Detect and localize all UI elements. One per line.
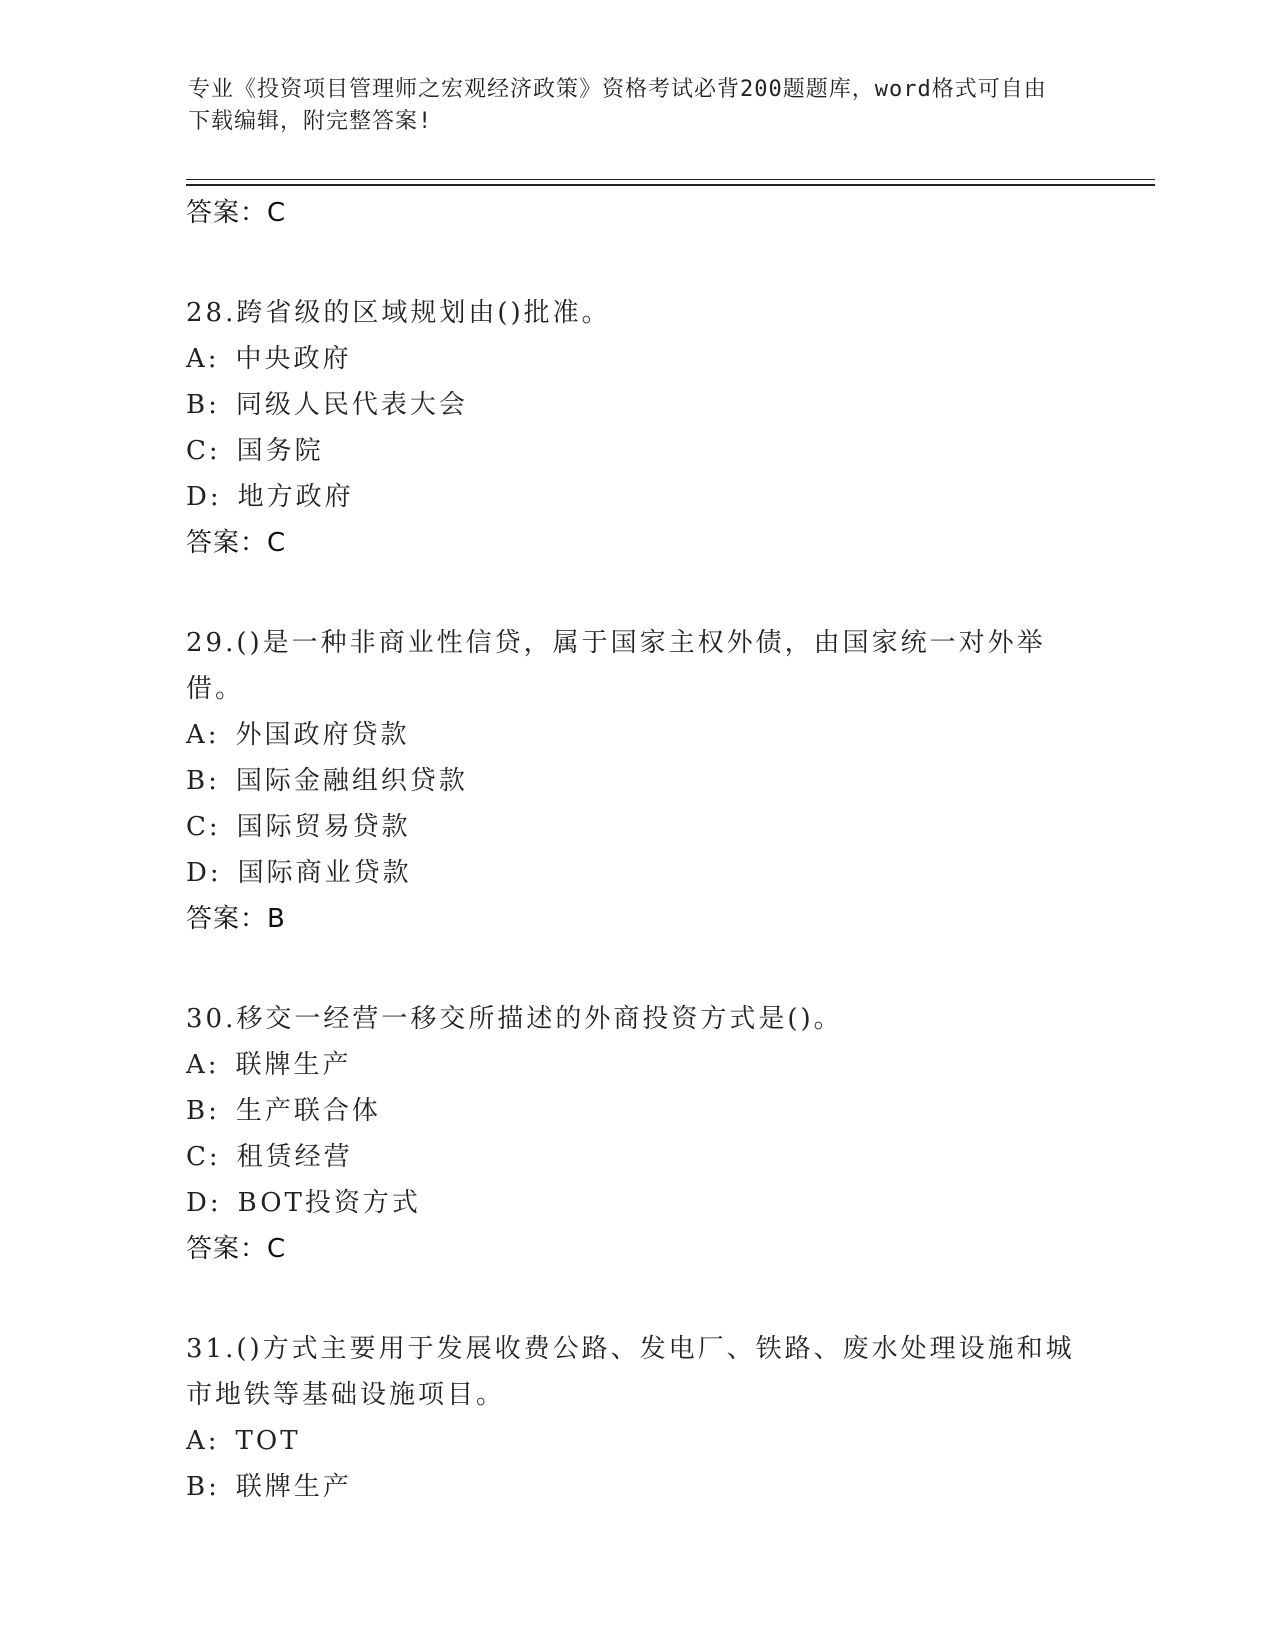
document-header: 专业《投资项目管理师之宏观经济政策》资格考试必背200题题库，word格式可自由下载编辑，附完整答案!: [188, 77, 1047, 134]
answer-option: [186, 336, 1086, 382]
option-text: BOT投资方式: [237, 1188, 421, 1218]
option-text: 国务院: [236, 436, 324, 466]
header-rule-thick: [186, 184, 1155, 186]
option-text: 外国政府贷款: [235, 720, 410, 750]
option-text: 国际商业贷款: [237, 858, 412, 888]
option-key: C:: [186, 1142, 221, 1172]
option-key: D:: [186, 858, 222, 888]
option-text: 国际贸易贷款: [236, 812, 411, 842]
option-text: 生产联合体: [235, 1096, 381, 1126]
answer-option: [186, 758, 1086, 804]
answer-option: [186, 474, 1086, 520]
option-text: 同级人民代表大会: [235, 390, 468, 420]
option-text: 联牌生产: [235, 1472, 352, 1502]
option-key: B:: [186, 1472, 220, 1502]
answer-option: [186, 1088, 1086, 1134]
option-text: TOT: [235, 1426, 301, 1456]
question-stem: 29.()是一种非商业性信贷，属于国家主权外债，由国家统一对外举借。: [186, 628, 1046, 704]
option-key: C:: [186, 436, 221, 466]
answer-line: 答案：B: [186, 904, 286, 934]
option-text: 联牌生产: [235, 1050, 352, 1080]
question-block: [186, 290, 1086, 566]
option-text: 国际金融组织贷款: [235, 766, 468, 796]
option-key: D:: [186, 1188, 222, 1218]
header-rule-thin: [186, 179, 1155, 180]
answer-line: 答案：C: [186, 198, 287, 228]
option-key: D:: [186, 482, 222, 512]
answer-line: 答案：C: [186, 1234, 287, 1264]
answer-option: [186, 1042, 1086, 1088]
option-text: 中央政府: [235, 344, 352, 374]
answer-option: [186, 1418, 1086, 1464]
question-stem: 31.()方式主要用于发展收费公路、发电厂、铁路、废水处理设施和城市地铁等基础设施项目。: [186, 1334, 1075, 1410]
option-key: A:: [186, 1050, 220, 1080]
option-key: C:: [186, 812, 221, 842]
question-list: [186, 190, 1086, 1510]
answer-option: [186, 712, 1086, 758]
option-key: B:: [186, 1096, 220, 1126]
option-key: A:: [186, 720, 220, 750]
option-key: A:: [186, 1426, 220, 1456]
option-key: B:: [186, 766, 220, 796]
question-stem: 28.跨省级的区域规划由()批准。: [186, 298, 611, 328]
answer-option: [186, 804, 1086, 850]
option-key: A:: [186, 344, 220, 374]
answer-option: [186, 428, 1086, 474]
question-block: [186, 996, 1086, 1272]
answer-option: [186, 1134, 1086, 1180]
question-block: [186, 620, 1086, 942]
option-text: 地方政府: [237, 482, 354, 512]
answer-option: [186, 850, 1086, 896]
option-text: 租赁经营: [236, 1142, 353, 1172]
answer-line: 答案：C: [186, 528, 287, 558]
answer-option: [186, 1464, 1086, 1510]
answer-option: [186, 382, 1086, 428]
option-key: B:: [186, 390, 220, 420]
answer-option: [186, 1180, 1086, 1226]
question-stem: 30.移交一经营一移交所描述的外商投资方式是()。: [186, 1004, 843, 1034]
question-block: [186, 1326, 1086, 1510]
